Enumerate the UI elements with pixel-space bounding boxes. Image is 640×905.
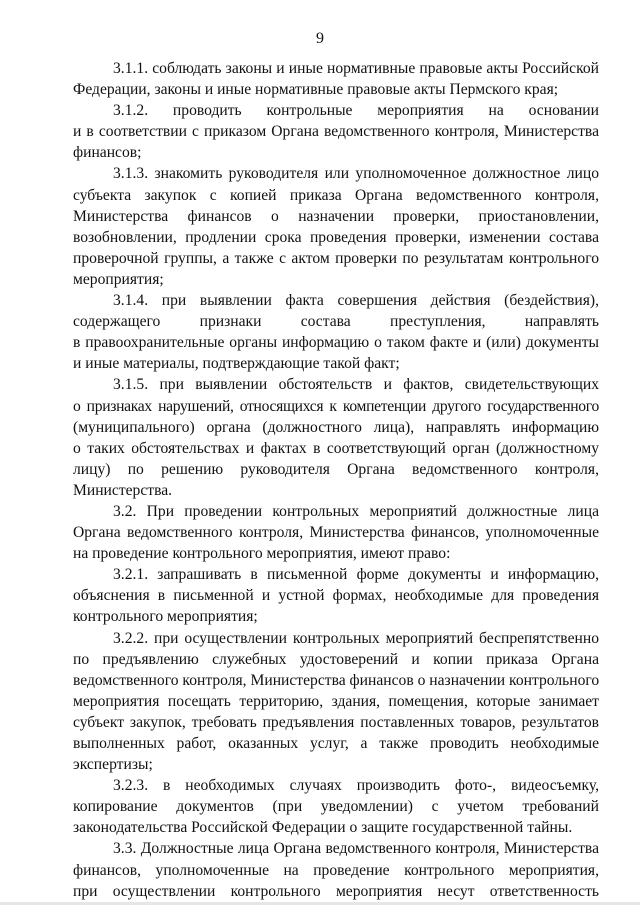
text-line: 3.1.5. при выявлении обстоятельств и фактов, свидетельствующих xyxy=(113,376,599,394)
text-line: 3.1.2. проводить контрольные мероприятия на основании xyxy=(113,102,599,120)
text-line: Федерации, законы и иные нормативные правовые акты Пермского края; xyxy=(73,81,559,99)
text-line: субъекта закупок с копией приказа Органа ведомственного контроля, xyxy=(73,186,599,204)
text-line: финансов; xyxy=(73,144,142,162)
text-line: Министерства. xyxy=(73,481,173,499)
text-line: 3.2. При проведении контрольных мероприятий должностные лица xyxy=(113,502,599,520)
text-line: субъект закупок, требовать предъявления поставленных товаров, результатов xyxy=(73,713,599,731)
text-line: 3.2.1. запрашивать в письменной форме документы и информацию, xyxy=(113,566,599,584)
text-line: по предъявлению служебных удостоверений и копии приказа Органа xyxy=(73,650,599,668)
text-line: (муниципального) органа (должностного лица), направлять информацию xyxy=(73,418,599,436)
text-line: 3.1.4. при выявлении факта совершения действия (бездействия), xyxy=(113,292,599,310)
text-line: возобновлении, продлении срока проведения проверки, изменении состава xyxy=(73,228,599,246)
text-line: 3.2.2. при осуществлении контрольных мероприятий беспрепятственно xyxy=(113,629,599,647)
text-line: финансов, уполномоченные на проведение контрольного мероприятия, xyxy=(73,861,599,879)
text-line: и в соответствии с приказом Органа ведомственного контроля, Министерства xyxy=(73,123,599,141)
text-line: 3.1.3. знакомить руководителя или уполномоченное должностное лицо xyxy=(113,165,599,183)
text-line: Министерства финансов о назначении проверки, приостановлении, xyxy=(73,207,599,225)
page-number: 9 xyxy=(316,30,324,47)
text-line: Органа ведомственного контроля, Министерства финансов, уполномоченные xyxy=(73,524,599,542)
text-line: 3.3. Должностные лица Органа ведомственного контроля, Министерства xyxy=(113,840,599,858)
text-line: проверочной группы, а также с актом проверки по результатам контрольного xyxy=(73,249,599,267)
text-line: 3.2.3. в необходимых случаях производить фото-, видеосъемку, xyxy=(113,777,599,795)
document-body xyxy=(73,58,599,902)
text-line: экспертизы; xyxy=(73,756,153,774)
text-line: содержащего признаки состава преступления, направлять xyxy=(73,313,599,331)
text-line: и иные материалы, подтверждающие такой факт; xyxy=(73,355,400,373)
text-line: о таких обстоятельствах и фактах в соответствующий орган (должностному xyxy=(73,439,599,457)
text-line: контрольного мероприятия; xyxy=(73,608,258,626)
text-line: в правоохранительные органы информацию о таком факте и (или) документы xyxy=(73,334,599,352)
text-line: о признаках нарушений, относящихся к компетенции другого государственного xyxy=(73,397,599,415)
text-line: мероприятия посещать территорию, здания, помещения, которые занимает xyxy=(73,692,599,710)
text-line: мероприятия; xyxy=(73,270,164,288)
text-line: при осуществлении контрольного мероприятия несут ответственность xyxy=(73,882,599,900)
text-line: 3.1.1. соблюдать законы и иные нормативные правовые акты Российской xyxy=(113,60,599,77)
text-line: законодательства Российской Федерации о защите государственной тайны. xyxy=(73,819,573,837)
text-line: лицу) по решению руководителя Органа ведомственного контроля, xyxy=(73,460,599,478)
text-line: выполненных работ, оказанных услуг, а также проводить необходимые xyxy=(73,735,599,752)
text-line: на проведение контрольного мероприятия, имеют право: xyxy=(73,545,451,563)
text-line: ведомственного контроля, Министерства финансов о назначении контрольного xyxy=(73,671,600,689)
text-line: копирование документов (при уведомлении) с учетом требований xyxy=(73,798,599,816)
text-line: объяснения в письменной и устной формах, необходимые для проведения xyxy=(73,587,599,605)
